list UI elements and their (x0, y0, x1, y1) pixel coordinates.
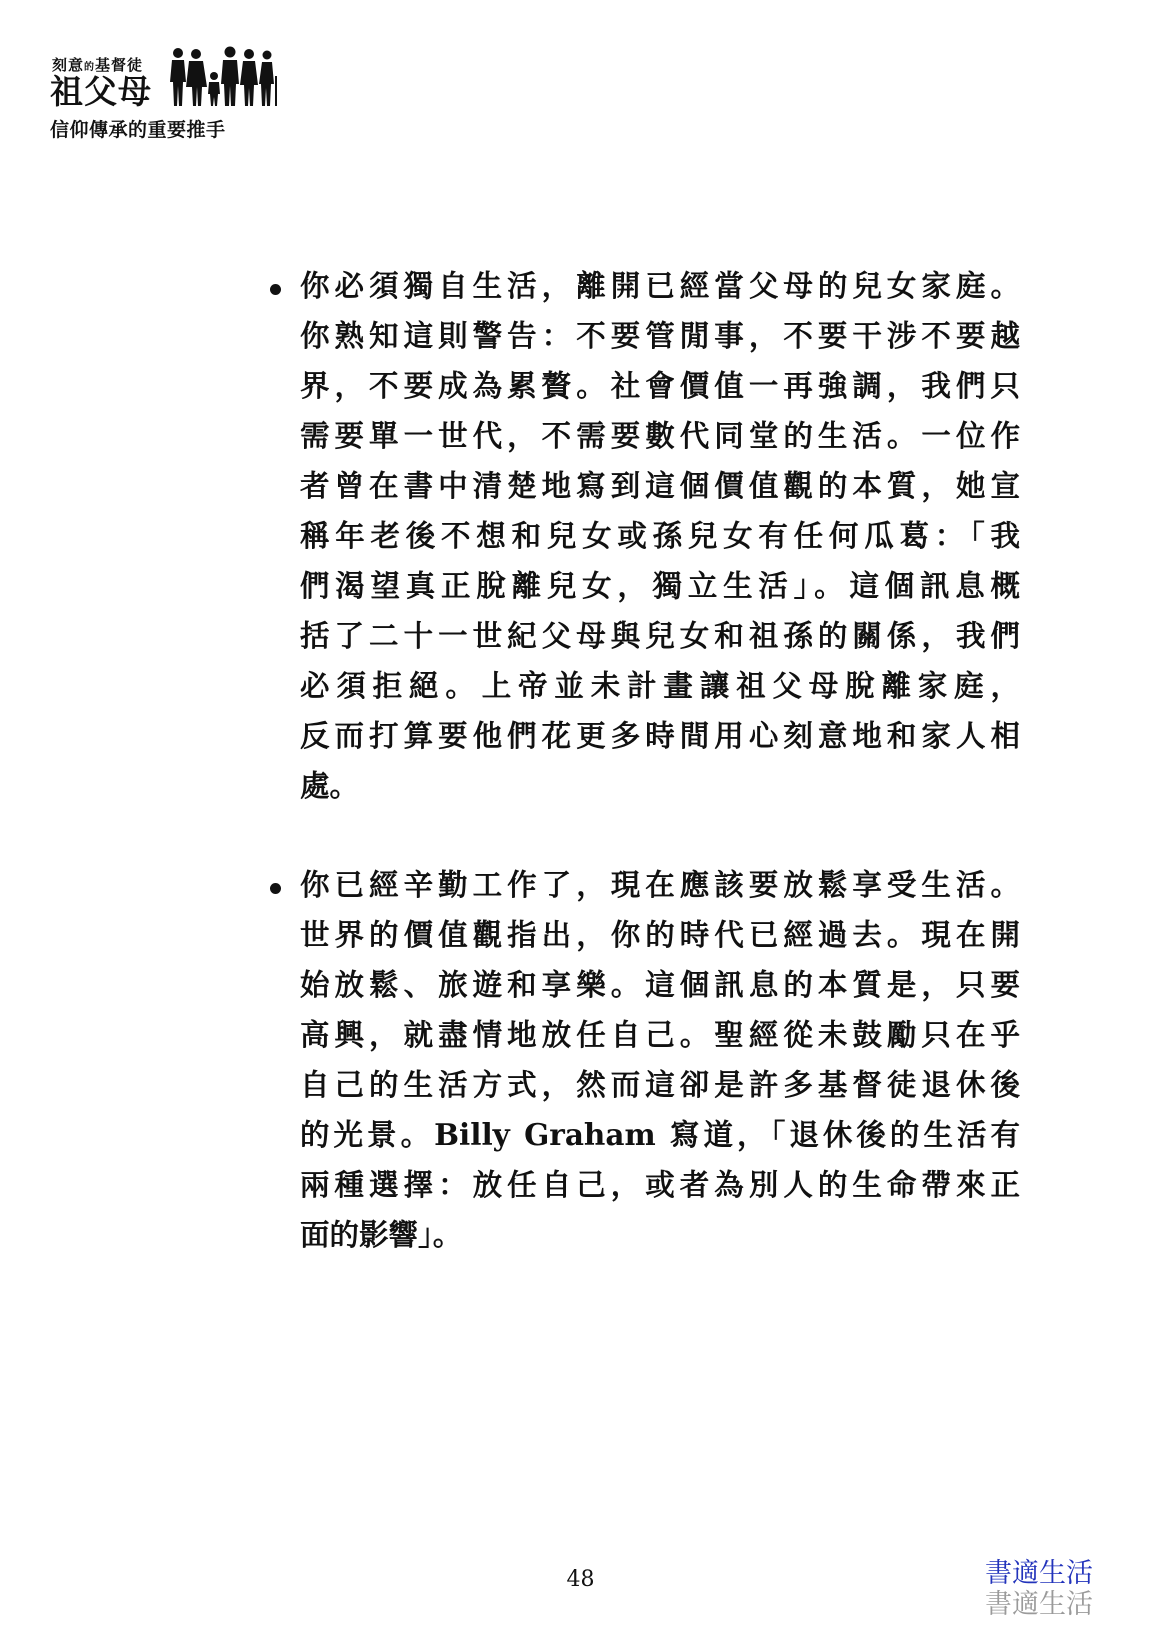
text-line: 你熟知這則警告：不要管閒事，不要干涉不要越 (300, 318, 1020, 353)
text-line: 世界的價值觀指出，你的時代已經過去。現在開 (300, 917, 1020, 952)
text-line: 需要單一世代，不需要數代同堂的生活。一位作 (300, 418, 1020, 453)
text-line: 們渴望真正脫離兒女，獨立生活」。這個訊息概 (300, 568, 1020, 603)
family-silhouette-icon (168, 46, 278, 108)
series-de: 的 (84, 62, 96, 73)
text-line: 高興，就盡情地放任自己。聖經從未鼓勵只在乎 (300, 1017, 1020, 1052)
text-line: 始放鬆、旅遊和享樂。這個訊息的本質是，只要 (300, 967, 1020, 1002)
text-line: 你已經辛勤工作了，現在應該要放鬆享受生活。 (300, 867, 1020, 902)
text-line: 面的影響」。 (300, 1217, 463, 1252)
text-line: 必須拒絕。上帝並未計畫讓祖父母脫離家庭， (300, 668, 1020, 703)
page-number: 48 (566, 1567, 595, 1592)
series-part2: 基督徒 (95, 56, 144, 74)
bullet-dot-icon (270, 284, 281, 295)
watermark-line-1: 書適生活 (985, 1558, 1093, 1589)
text-line: 者曾在書中清楚地寫到這個價值觀的本質，她宣 (300, 468, 1020, 503)
book-header (50, 46, 280, 142)
watermark-line-2: 書適生活 (985, 1589, 1093, 1620)
text-line: 括了二十一世紀父母與兒女和祖孫的關係，我們 (300, 618, 1020, 653)
text-line: 稱年老後不想和兒女或孫兒女有任何瓜葛：「我 (300, 518, 1020, 553)
text-line: 處。 (300, 768, 360, 803)
book-title: 祖父母 (50, 72, 152, 111)
text-line: 兩種選擇：放任自己，或者為別人的生命帶來正 (300, 1167, 1020, 1202)
text-line: 自己的生活方式，然而這卻是許多基督徒退休後 (300, 1067, 1020, 1102)
text-line: 你必須獨自生活，離開已經當父母的兒女家庭。 (300, 268, 1020, 303)
bullet-dot-icon (270, 883, 281, 894)
text-line: 反而打算要他們花更多時間用心刻意地和家人相 (300, 718, 1020, 753)
book-subtitle: 信仰傳承的重要推手 (50, 119, 226, 141)
publisher-watermark (985, 1558, 1115, 1620)
series-part1: 刻意 (52, 56, 85, 74)
text-line: 的光景。Billy Graham 寫道，「退休後的生活有 (300, 1117, 1020, 1152)
text-line: 界，不要成為累贅。社會價值一再強調，我們只 (300, 368, 1020, 403)
